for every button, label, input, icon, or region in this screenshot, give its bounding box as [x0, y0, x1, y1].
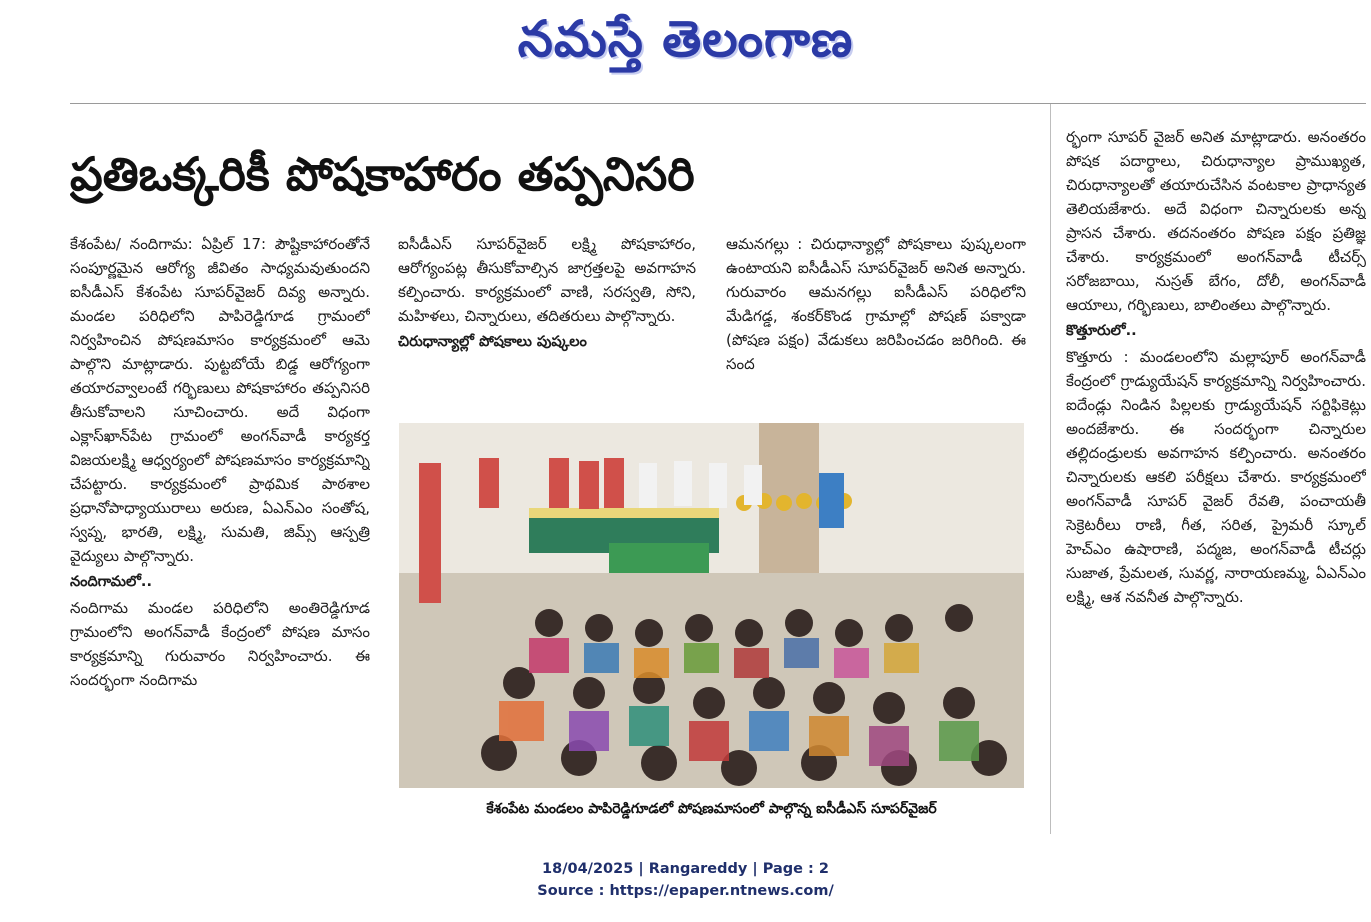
footer-source: Source : https://epaper.ntnews.com/ [537, 883, 834, 899]
paragraph: ఐసీడీఎస్ సూపర్‌వైజర్ లక్ష్మి పోషకాహారం, ఆరోగ్యంపట్ల తీసుకోవాల్సిన జాగ్రత్తలపై అవగాహన కల్పించారు. కార్యక్రమంలో వాణి, సరస్వతి, సోని, మహిళలు, చిన్నారులు, తదితరులు పాల్గొన్నారు. [398, 235, 696, 325]
top-divider [70, 103, 1366, 104]
paragraph: ఆమనగల్లు : చిరుధాన్యాల్లో పోషకాలు పుష్కలంగా ఉంటాయని ఐసీడీఎస్ సూపర్‌వైజర్ అనిత అన్నారు. గురువారం ఆమనగల్లు ఐసీడీఎస్ పరిధిలోని మేడిగడ్డ, శంకర్‌కొండ గ్రామాల్లో పోషణ్ పక్వాడా (పోషణ పక్షం) వేడుకలు జరిపించడం జరిగింది. ఈ సంద [726, 235, 1026, 373]
page-footer [0, 858, 1371, 902]
photo-caption: కేశంపేట మండలం పాపిరెడ్డిగూడలో పోషణమాసంలో పాల్గొన్న ఐసీడీఎస్ సూపర్‌వైజర్ [486, 801, 937, 817]
article-column-3 [726, 232, 1026, 397]
subheading: కొత్తూరులో.. [1066, 323, 1137, 339]
paragraph: ర్భంగా సూపర్ వైజర్ అనిత మాట్లాడారు. అనంతరం పోషక పదార్థాలు, చిరుధాన్యాల ప్రాముఖ్యత, చిరుధాన్యాలతో తయారుచేసిన వంటకాల ప్రాధాన్యత తెలియజేశారు. అదే విధంగా చిన్నారులకు అన్న ప్రాసన చేశారు. తదనంతరం పోషణ పక్షం ప్రతిజ్ఞ చేశారు. కార్యక్రమంలో అంగన్‌వాడీ టీచర్స్ సరోజబాయి, నుస్రత్ బేగం, దోలీ, అంగన్‌వాడీ ఆయాలు, గర్భిణులు, బాలింతలు పాల్గొన్నారు. [1066, 128, 1366, 314]
photo-illustration [399, 423, 1024, 788]
subheading: నందిగామలో.. [70, 574, 152, 590]
masthead [0, 4, 1371, 74]
column-divider [1050, 104, 1051, 834]
article-column-1 [70, 232, 370, 832]
newspaper-logo: నమస్తే తెలంగాణ [517, 9, 854, 68]
footer-date-edition: 18/04/2025 | Rangareddy | Page : 2 [542, 861, 829, 877]
article-column-4 [1066, 125, 1366, 835]
article-column-2 [398, 232, 696, 402]
subheading: చిరుధాన్యాల్లో పోషకాలు పుష్కలం [398, 334, 587, 350]
paragraph: నందిగామ మండల పరిధిలోని అంతిరెడ్డిగూడ గ్రామంలోని అంగన్‌వాడీ కేంద్రంలో పోషణ మాసం కార్యక్రమాన్ని గురువారం నిర్వహించారు. ఈ సందర్భంగా నందిగామ [70, 599, 370, 689]
event-photo [399, 423, 1024, 788]
paragraph: కొత్తూరు : మండలంలోని మల్లాపూర్ అంగన్‌వాడీ కేంద్రంలో గ్రాడ్యుయేషన్ కార్యక్రమాన్ని నిర్వహించారు. ఐదేండ్లు నిండిన పిల్లలకు గ్రాడ్యుయేషన్ సర్టిఫికెట్లు అందజేశారు. ఈ సందర్భంగా చిన్నారుల తల్లిదండ్రులకు అవగాహన కల్పించారు. అనంతరం చిన్నారులకు ఆకలి పరీక్షలు చేశారు. కార్యక్రమంలో అంగన్‌వాడీ సూపర్ వైజర్ రేవతి, పంచాయతీ సెక్రెటరీలు రాణి, గీత, సరిత, ప్రైమరీ స్కూల్ హెచ్‌ఎం ఉషారాణి, పద్మజ, అంగన్‌వాడీ టీచర్లు సుజాత, ప్రేమలత, సువర్ణ, నారాయణమ్మ, ఏఎన్‌ఎం లక్ష్మి, ఆశ నవనీత పాల్గొన్నారు. [1066, 348, 1366, 606]
paragraph: కేశంపేట/ నందిగామ: ఏప్రిల్ 17: పౌష్టికాహారంతోనే సంపూర్ణమైన ఆరోగ్య జీవితం సాధ్యమవుతుందని ఐసీడీఎస్ కేశంపేట సూపర్‌వైజర్ దివ్య అన్నారు. మండల పరిధిలోని పాపిరెడ్డిగూడ గ్రామంలో నిర్వహించిన పోషణమాసం కార్యక్రమంలో ఆమె పాల్గొని మాట్లాడారు. పుట్టబోయే బిడ్డ ఆరోగ్యంగా తయారవ్వాలంటే గర్భిణులు పోషకాహారం తప్పనిసరి తీసుకోవాలని సూచించారు. అదే విధంగా ఎక్లాస్‌ఖాన్‌పేట గ్రామంలో అంగన్‌వాడీ కార్యకర్త విజయలక్ష్మి ఆధ్వర్యంలో పోషణమాసం కార్యక్రమాన్ని చేపట్టారు. కార్యక్రమంలో ప్రాథమిక పాఠశాల ప్రధానోపాధ్యాయురాలు అరుణ, ఏఎన్‌ఎం సంతోష, స్వప్న, భారతి, లక్ష్మి, సుమతి, జిమ్స్ ఆస్పత్రి వైద్యులు పాల్గొన్నారు. [70, 235, 370, 565]
article-headline: ప్రతిఒక్కరికీ పోషకాహారం తప్పనిసరి [70, 147, 695, 201]
